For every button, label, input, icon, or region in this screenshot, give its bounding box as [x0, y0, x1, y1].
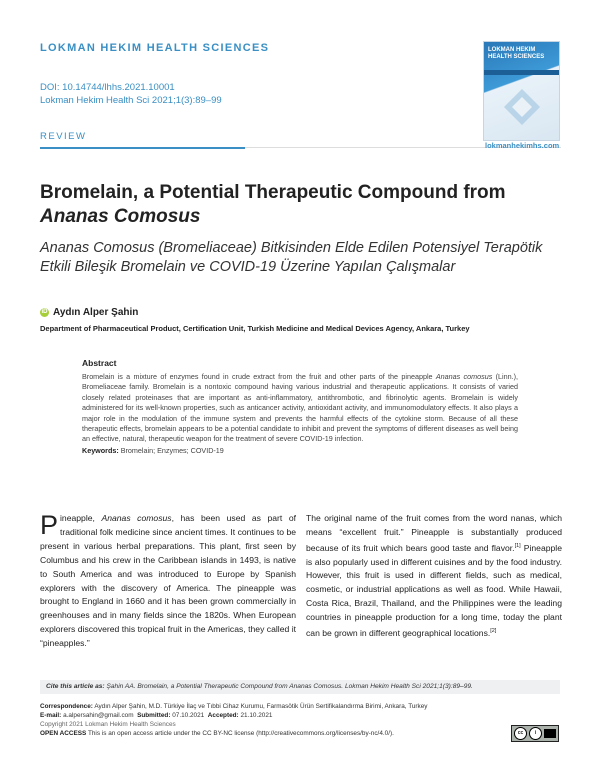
journal-website[interactable]: lokmanhekimhs.com	[485, 141, 560, 150]
reference-2[interactable]: [2]	[490, 628, 497, 635]
journal-citation: Lokman Hekim Health Sci 2021;1(3):89–99	[40, 95, 222, 106]
abstract-heading: Abstract	[82, 358, 117, 368]
license-bar	[544, 729, 556, 738]
affiliation: Department of Pharmaceutical Product, Certification Unit, Turkish Medicine and Medical Devices Agency, Ankara, Turkey	[40, 324, 470, 333]
journal-cover	[483, 41, 560, 141]
body-column-2: The original name of the fruit comes from the word nanas, which means “excellent fruit.” Pineapple is substantially produced because of its fruit which bears good taste and flavor.[1] Pineapple is also popularly used in different cuisines and by the food industry. However, this fruit is used in different fields, such as medical, cosmetic, or industrial applications as well as food. While Hawaii, Costa Rica, Brazil, Thailand, and the Philippines were the leading countries in pineapple production for a long time, today the plant can be grown in different geographical locations.[2]	[306, 513, 562, 638]
article-title: Bromelain, a Potential Therapeutic Compound from Ananas Comosus	[40, 182, 506, 227]
orcid-icon[interactable]: iD	[41, 309, 48, 315]
drop-cap: P	[40, 510, 59, 540]
author-name: Aydın Alper Şahin	[53, 307, 139, 318]
keywords: Keywords: Bromelain; Enzymes; COVID-19	[82, 445, 224, 455]
email-link[interactable]: a.alpersahin@gmail.com	[61, 712, 134, 719]
abstract	[82, 358, 518, 456]
doi[interactable]: DOI: 10.14744/lhhs.2021.10001	[40, 82, 175, 93]
cc-license-badge[interactable]	[511, 725, 559, 742]
cover-title: LOKMAN HEKIM HEALTH SCIENCES	[488, 47, 545, 60]
by-icon: i	[529, 727, 542, 740]
section-rule	[40, 147, 245, 149]
author	[40, 307, 138, 318]
correspondence: Correspondence: Aydın Alper Şahin, M.D. Türkiye İlaç ve Tıbbi Cihaz Kurumu, Farmasötik Ürün Sertifikalandırma Birimi, Ankara, Turkey	[40, 703, 428, 710]
cc-icon: cc	[514, 727, 527, 740]
journal-name: LOKMAN HEKIM HEALTH SCIENCES	[40, 42, 270, 54]
reference-1[interactable]: [1]	[514, 542, 521, 549]
copyright: Copyright 2021 Lokman Hekim Health Sciences	[40, 721, 176, 728]
section-label: REVIEW	[40, 131, 87, 142]
abstract-text: Bromelain is a mixture of enzymes found in crude extract from the fruit and other parts of the pineapple Ananas comosus (Linn.), Bromeliaceae family. Bromelain is a nontoxic compound having various industrial and therapeutic applications. It consists of varied closely related proteinases that are important as anti-inflammatory, antithrombotic, and fibrinolytic agents. Bromelain is widely administered for its well-known properties, such as anticancer activity, antioxidant activity, and immunomodulatory effects. It also plays a major role in the modulation of the immune system and prevents the harmful effects of the cytokine storm. Because of all these therapeutic effects, bromelain appears to be a potential candidate to inhibit and prevent the symptoms of different diseases as well being an effective, natural, therapeutic weapon for the treatment of severe COVID-19 infection.	[82, 372, 518, 444]
cover-band	[484, 70, 559, 75]
open-access: OPEN ACCESS This is an open access article under the CC BY-NC license (http://creativecommons.org/licenses/by-nc/4.0/).	[40, 730, 394, 737]
cite-this-article: Cite this article as: Şahin AA. Bromelain, a Potential Therapeutic Compound from Ananas Comosus. Lokman Hekim Health Sci 2021;1(3):89–99.	[40, 680, 560, 694]
cover-graphic	[502, 87, 542, 127]
body-column-1: Pineapple, Ananas comosus, has been used as part of traditional folk medicine since ancient times. It continues to be present in various herbal preparations. This plant, first seen by Columbus and his crew in the Caribbean islands in 1493, is native to South America and was introduced to Europe by Spanish explorers with the discovery of America. The pineapple was brought to England in 1660 and it has been grown commercially in greenhouses and in many fields since the 1820s. When European explorers discovered this tropical fruit in the Americas, they called it “pineapples.”	[40, 510, 297, 649]
dates-line: E-mail: a.alpersahin@gmail.com Submitted: 07.10.2021 Accepted: 21.10.2021	[40, 712, 273, 719]
article-title-turkish: Ananas Comosus (Bromeliaceae) Bitkisinden Elde Edilen Potensiyel Terapötik Etkili Bileşik Bromelain ve COVID-19 Üzerine Yapılan Çalışmalar	[40, 240, 543, 275]
doi-block	[40, 81, 222, 107]
